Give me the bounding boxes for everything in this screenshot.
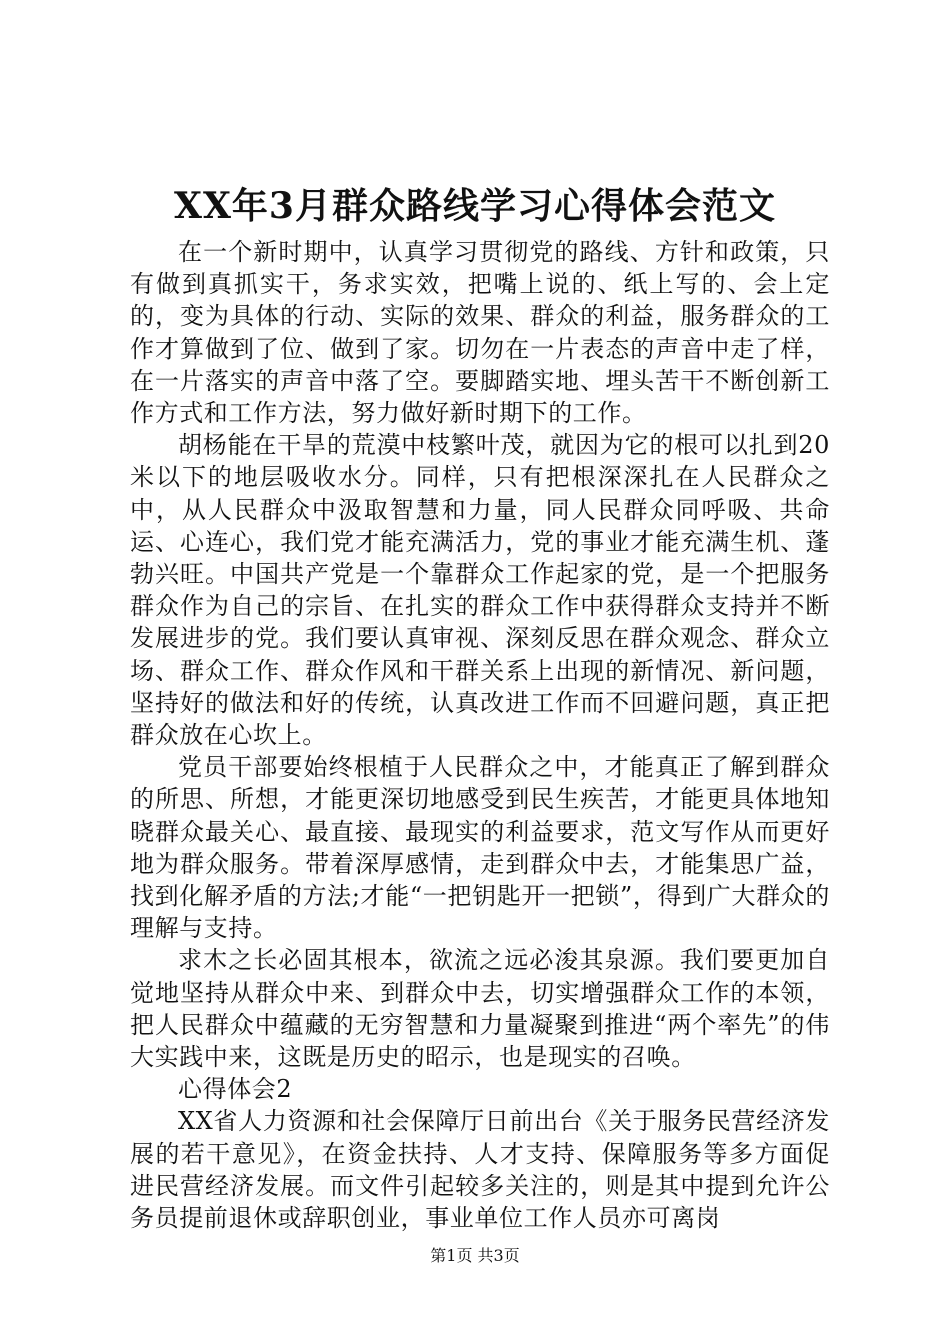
page-number-footer: 第1页 共3页 xyxy=(430,1246,520,1265)
paragraph: 胡杨能在干旱的荒漠中枝繁叶茂，就因为它的根可以扎到20米以下的地层吸收水分。同样，只有把根深深扎在人民群众之中，从人民群众中汲取智慧和力量，同人民群众同呼吸、共命运、心连心，我们党才能充满活力，党的事业才能充满生机、蓬勃兴旺。中国共产党是一个靠群众工作起家的党，是一个把服务群众作为自己的宗旨、在扎实的群众工作中获得群众支持并不断发展进步的党。我们要认真审视、深刻反思在群众观念、群众立场、群众工作、群众作风和干群关系上出现的新情况、新问题，坚持好的做法和好的传统，认真改进工作而不回避问题，真正把群众放在心坎上。 xyxy=(130,431,830,750)
paragraph: 党员干部要始终根植于人民群众之中，才能真正了解到群众的所思、所想，才能更深切地感受到民生疾苦，才能更具体地知晓群众最关心、最直接、最现实的利益要求，范文写作从而更好地为群众服务。带着深厚感情，走到群众中去，才能集思广益，找到化解矛盾的方法;才能“一把钥匙开一把锁”，得到广大群众的理解与支持。 xyxy=(130,753,830,943)
paragraph: XX省人力资源和社会保障厅日前出台《关于服务民营经济发展的若干意见》，在资金扶持、人才支持、保障服务等多方面促进民营经济发展。而文件引起较多关注的，则是其中提到允许公务员提前退休或辞职创业，事业单位工作人员亦可离岗 xyxy=(130,1107,830,1233)
paragraph: 在一个新时期中，认真学习贯彻党的路线、方针和政策，只有做到真抓实干，务求实效，把嘴上说的、纸上写的、会上定的，变为具体的行动、实际的效果、群众的利益，服务群众的工作才算做到了位、做到了家。切勿在一片表态的声音中走了样，在一片落实的声音中落了空。要脚踏实地、埋头苦干不断创新工作方式和工作方法，努力做好新时期下的工作。 xyxy=(130,238,830,428)
paragraph: 求木之长必固其根本，欲流之远必浚其泉源。我们要更加自觉地坚持从群众中来、到群众中去，切实增强群众工作的本领，把人民群众中蕴藏的无穷智慧和力量凝聚到推进“两个率先”的伟大实践中来，这既是历史的昭示，也是现实的召唤。 xyxy=(130,946,830,1072)
document-body xyxy=(130,236,830,1234)
document-title: XX年3月群众路线学习心得体会范文 xyxy=(174,185,776,227)
section-heading: 心得体会2 xyxy=(178,1075,293,1104)
